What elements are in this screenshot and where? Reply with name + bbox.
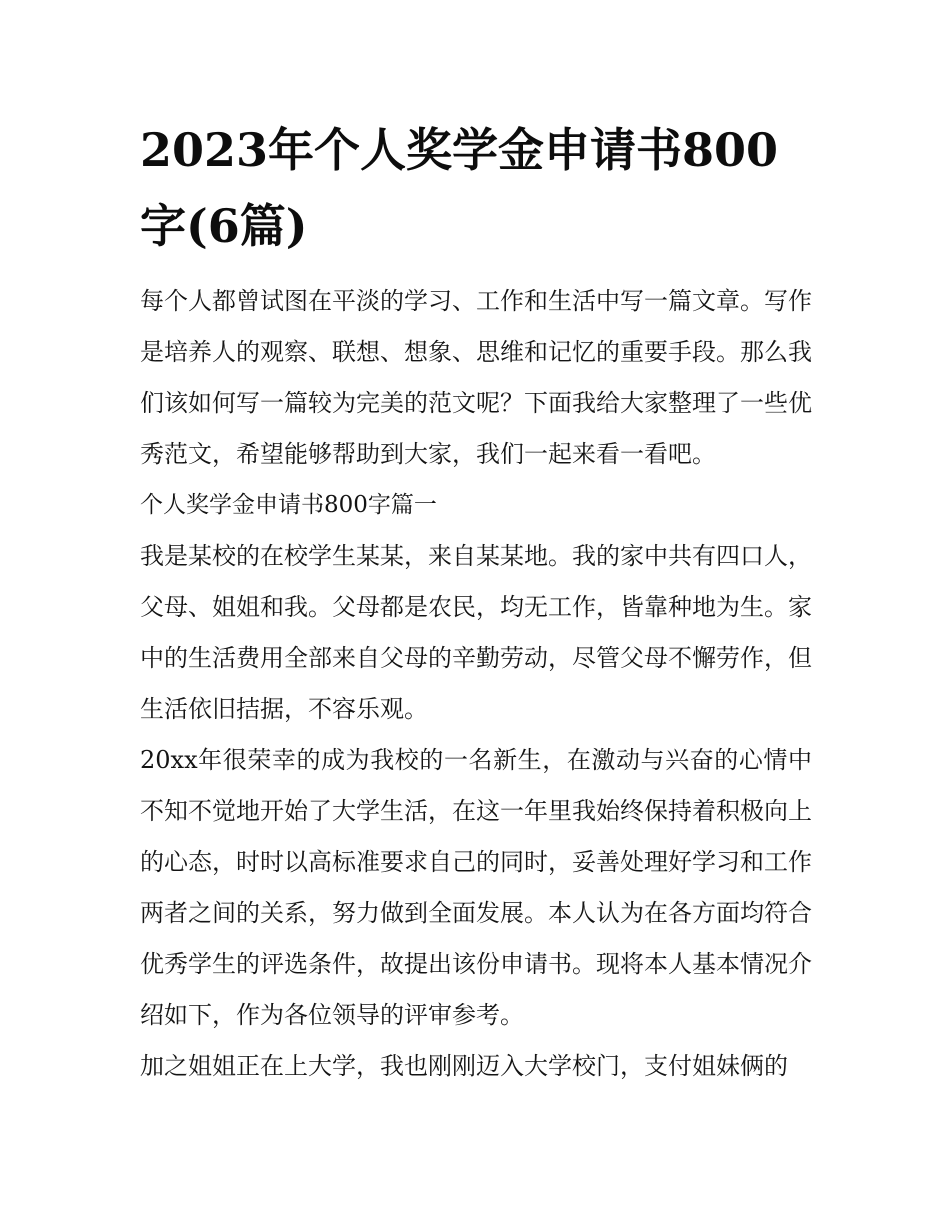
body-paragraph-1: 我是某校的在校学生某某，来自某某地。我的家中共有四口人，父母、姐姐和我。父母都是农民，均无工作，皆靠种地为生。家中的生活费用全部来自父母的辛勤劳动，尽管父母不懈劳作，但生活依旧拮据，不容乐观。 bbox=[140, 542, 812, 723]
section-heading: 个人奖学金申请书800字篇一 bbox=[140, 492, 437, 518]
document-title: 2023年个人奖学金申请书800字(6篇) bbox=[140, 123, 779, 253]
intro-paragraph: 每个人都曾试图在平淡的学习、工作和生活中写一篇文章。写作是培养人的观察、联想、想象、思维和记忆的重要手段。那么我们该如何写一篇较为完美的范文呢？下面我给大家整理了一些优秀范文，希望能够帮助到大家，我们一起来看一看吧。 bbox=[140, 287, 812, 468]
document-page bbox=[140, 112, 812, 1092]
body-paragraph-3: 加之姐姐正在上大学，我也刚刚迈入大学校门，支付姐妹俩的 bbox=[140, 1052, 788, 1080]
body-paragraph-2: 20xx年很荣幸的成为我校的一名新生，在激动与兴奋的心情中不知不觉地开始了大学生活，在这一年里我始终保持着积极向上的心态，时时以高标准要求自己的同时，妥善处理好学习和工作两者之间的关系，努力做到全面发展。本人认为在各方面均符合优秀学生的评选条件，故提出该份申请书。现将本人基本情况介绍如下，作为各位领导的评审参考。 bbox=[140, 746, 812, 1029]
